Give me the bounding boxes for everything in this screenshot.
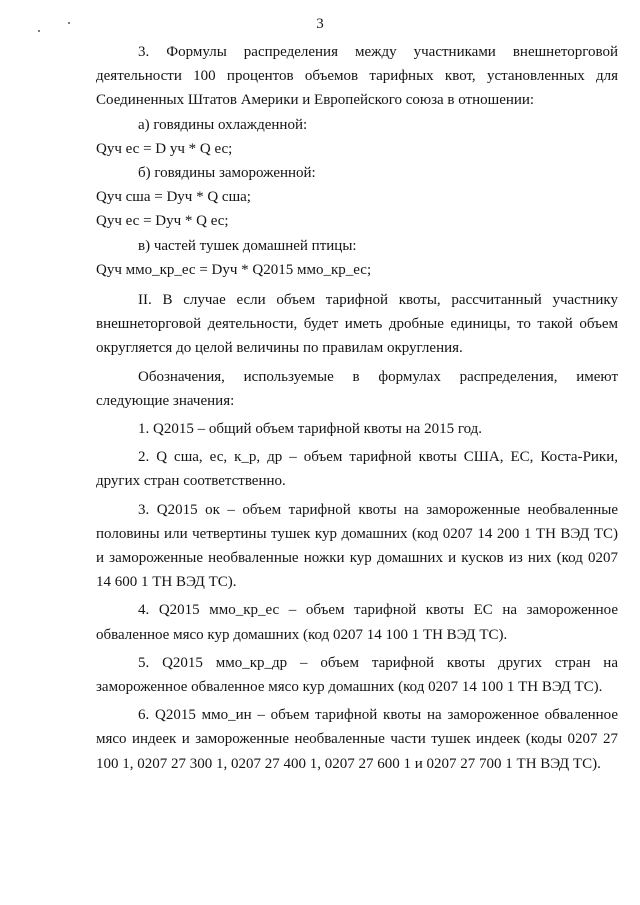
formula-poultry-eu: Qуч ммо_кр_ес = Dуч * Q2015 ммо_кр_ес; <box>96 261 372 278</box>
document-body <box>96 40 618 776</box>
designation-6: 6. Q2015 ммо_ин – объем тарифной квоты на замороженное обваленное мясо индеек и замороженные необваленные части тушек индеек (коды 0207 27 100 1, 0207 27 300 1, 0207 27 400 1, 0207 27 600 1 и 0207 27 700 1 ТН ВЭД ТС). <box>96 707 618 772</box>
designation-1: 1. Q2015 – общий объем тарифной квоты на 2015 год. <box>138 421 483 438</box>
speck <box>68 22 70 24</box>
designation-4: 4. Q2015 ммо_кр_ес – объем тарифной квоты ЕС на замороженное обваленное мясо кур домашних (код 0207 14 100 1 ТН ВЭД ТС). <box>96 602 618 643</box>
page-number: 3 <box>316 16 324 32</box>
paragraph-II-rounding: II. В случае если объем тарифной квоты, рассчитанный участнику внешнеторговой деятельности, будет иметь дробные единицы, то такой объем округляется до целой величины по правилам округления. <box>96 292 618 357</box>
speck <box>38 30 40 32</box>
item-v-poultry: в) частей тушек домашней птицы: <box>138 237 357 254</box>
designations-intro: Обозначения, используемые в формулах распределения, имеют следующие значения: <box>96 368 618 409</box>
formula-eu-frozen: Qуч ес = Dуч * Q ес; <box>96 213 229 230</box>
formula-eu-chilled: Qуч ес = D уч * Q ес; <box>96 140 233 157</box>
designation-2: 2. Q сша, ес, к_р, др – объем тарифной квоты США, ЕС, Коста-Рики, других стран соответственно. <box>96 449 618 490</box>
paragraph-3-formulas: 3. Формулы распределения между участниками внешнеторговой деятельности 100 процентов объемов тарифных квот, установленных для Соединенных Штатов Америки и Европейского союза в отношении: <box>96 44 618 109</box>
formula-usa-frozen: Qуч сша = Dуч * Q сша; <box>96 189 251 206</box>
item-b-frozen-beef: б) говядины замороженной: <box>138 165 316 182</box>
item-a-chilled-beef: а) говядины охлажденной: <box>138 116 308 133</box>
designation-5: 5. Q2015 ммо_кр_др – объем тарифной квоты других стран на замороженное обваленное мясо кур домашних (код 0207 14 100 1 ТН ВЭД ТС). <box>96 654 618 696</box>
designation-3: 3. Q2015 ок – объем тарифной квоты на замороженные необваленные половины или четвертины тушек кур домашних (код 0207 14 200 1 ТН ВЭД ТС) и замороженные необваленные ножки кур домашних и кусков из них (код 0207 14 600 1 ТН ВЭД ТС). <box>96 501 618 591</box>
